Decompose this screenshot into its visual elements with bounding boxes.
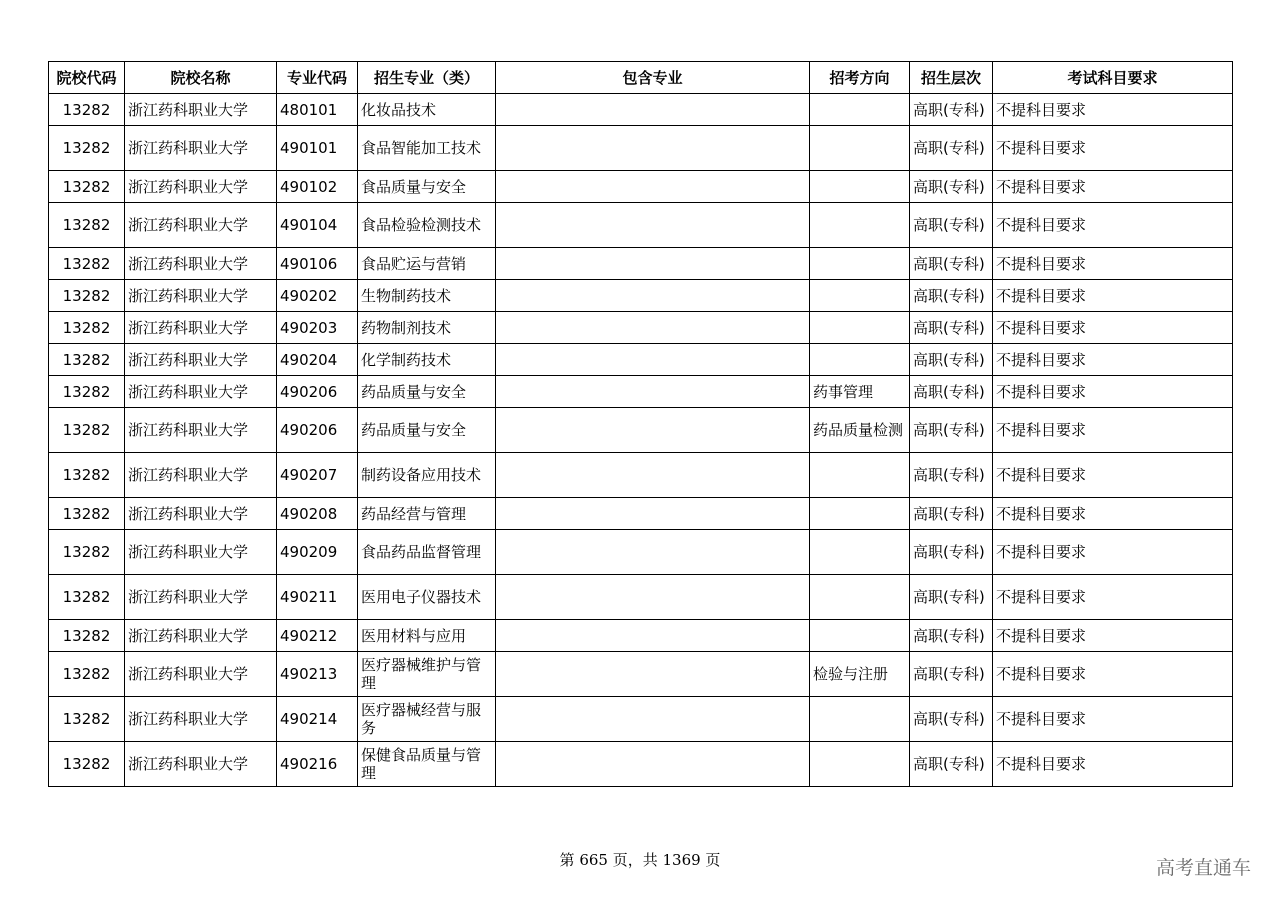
header-subject-requirement: 考试科目要求 bbox=[993, 62, 1233, 94]
cell-included-majors bbox=[496, 312, 810, 344]
cell-level: 高职(专科) bbox=[910, 94, 993, 126]
cell-major-code: 490202 bbox=[277, 280, 358, 312]
cell-level: 高职(专科) bbox=[910, 453, 993, 498]
cell-major: 食品质量与安全 bbox=[358, 171, 496, 203]
cell-subject-requirement: 不提科目要求 bbox=[993, 344, 1233, 376]
cell-major: 医用材料与应用 bbox=[358, 620, 496, 652]
cell-major: 药物制剂技术 bbox=[358, 312, 496, 344]
cell-school-code: 13282 bbox=[49, 453, 125, 498]
cell-included-majors bbox=[496, 697, 810, 742]
cell-direction bbox=[810, 94, 910, 126]
cell-level: 高职(专科) bbox=[910, 126, 993, 171]
cell-school-name: 浙江药科职业大学 bbox=[125, 697, 277, 742]
table-row bbox=[49, 697, 1233, 742]
cell-level: 高职(专科) bbox=[910, 652, 993, 697]
cell-level: 高职(专科) bbox=[910, 530, 993, 575]
cell-level: 高职(专科) bbox=[910, 280, 993, 312]
cell-major-code: 490106 bbox=[277, 248, 358, 280]
cell-school-name: 浙江药科职业大学 bbox=[125, 408, 277, 453]
cell-major: 食品检验检测技术 bbox=[358, 203, 496, 248]
cell-level: 高职(专科) bbox=[910, 498, 993, 530]
cell-school-name: 浙江药科职业大学 bbox=[125, 94, 277, 126]
cell-school-name: 浙江药科职业大学 bbox=[125, 312, 277, 344]
cell-major: 化妆品技术 bbox=[358, 94, 496, 126]
watermark-logo-text: 高考直通车 bbox=[1155, 857, 1251, 879]
cell-subject-requirement: 不提科目要求 bbox=[993, 94, 1233, 126]
cell-school-code: 13282 bbox=[49, 94, 125, 126]
cell-major: 食品贮运与营销 bbox=[358, 248, 496, 280]
cell-subject-requirement: 不提科目要求 bbox=[993, 376, 1233, 408]
cell-direction bbox=[810, 248, 910, 280]
cell-direction bbox=[810, 530, 910, 575]
cell-school-name: 浙江药科职业大学 bbox=[125, 344, 277, 376]
cell-major-code: 490203 bbox=[277, 312, 358, 344]
cell-included-majors bbox=[496, 171, 810, 203]
cell-level: 高职(专科) bbox=[910, 697, 993, 742]
cell-school-code: 13282 bbox=[49, 742, 125, 787]
cell-school-name: 浙江药科职业大学 bbox=[125, 248, 277, 280]
cell-level: 高职(专科) bbox=[910, 408, 993, 453]
cell-included-majors bbox=[496, 742, 810, 787]
admissions-table bbox=[48, 61, 1233, 787]
cell-major: 药品经营与管理 bbox=[358, 498, 496, 530]
cell-major-code: 480101 bbox=[277, 94, 358, 126]
cell-included-majors bbox=[496, 620, 810, 652]
cell-direction bbox=[810, 171, 910, 203]
cell-major-code: 490214 bbox=[277, 697, 358, 742]
cell-major-code: 490209 bbox=[277, 530, 358, 575]
header-school-name: 院校名称 bbox=[125, 62, 277, 94]
cell-level: 高职(专科) bbox=[910, 312, 993, 344]
cell-subject-requirement: 不提科目要求 bbox=[993, 203, 1233, 248]
cell-level: 高职(专科) bbox=[910, 171, 993, 203]
table-row bbox=[49, 652, 1233, 697]
cell-level: 高职(专科) bbox=[910, 344, 993, 376]
cell-major-code: 490206 bbox=[277, 376, 358, 408]
table-row bbox=[49, 408, 1233, 453]
cell-school-name: 浙江药科职业大学 bbox=[125, 575, 277, 620]
cell-level: 高职(专科) bbox=[910, 742, 993, 787]
header-direction: 招考方向 bbox=[810, 62, 910, 94]
cell-subject-requirement: 不提科目要求 bbox=[993, 652, 1233, 697]
cell-included-majors bbox=[496, 344, 810, 376]
table-row bbox=[49, 94, 1233, 126]
cell-school-code: 13282 bbox=[49, 203, 125, 248]
cell-subject-requirement: 不提科目要求 bbox=[993, 697, 1233, 742]
table-row bbox=[49, 453, 1233, 498]
cell-major: 医用电子仪器技术 bbox=[358, 575, 496, 620]
cell-level: 高职(专科) bbox=[910, 376, 993, 408]
cell-major-code: 490211 bbox=[277, 575, 358, 620]
cell-level: 高职(专科) bbox=[910, 620, 993, 652]
cell-school-code: 13282 bbox=[49, 652, 125, 697]
table-row bbox=[49, 248, 1233, 280]
table-row bbox=[49, 376, 1233, 408]
cell-subject-requirement: 不提科目要求 bbox=[993, 575, 1233, 620]
cell-major: 保健食品质量与管理 bbox=[358, 742, 496, 787]
cell-school-code: 13282 bbox=[49, 620, 125, 652]
cell-direction bbox=[810, 575, 910, 620]
cell-direction bbox=[810, 453, 910, 498]
header-major: 招生专业（类） bbox=[358, 62, 496, 94]
header-included-majors: 包含专业 bbox=[496, 62, 810, 94]
cell-major-code: 490104 bbox=[277, 203, 358, 248]
cell-direction bbox=[810, 203, 910, 248]
header-row bbox=[49, 62, 1233, 94]
cell-level: 高职(专科) bbox=[910, 203, 993, 248]
cell-included-majors bbox=[496, 530, 810, 575]
cell-school-name: 浙江药科职业大学 bbox=[125, 530, 277, 575]
cell-major-code: 490206 bbox=[277, 408, 358, 453]
cell-subject-requirement: 不提科目要求 bbox=[993, 530, 1233, 575]
cell-included-majors bbox=[496, 126, 810, 171]
table-row bbox=[49, 742, 1233, 787]
cell-major: 制药设备应用技术 bbox=[358, 453, 496, 498]
cell-direction: 检验与注册 bbox=[810, 652, 910, 697]
cell-subject-requirement: 不提科目要求 bbox=[993, 280, 1233, 312]
cell-direction: 药品质量检测 bbox=[810, 408, 910, 453]
cell-major: 医疗器械经营与服务 bbox=[358, 697, 496, 742]
table-row bbox=[49, 171, 1233, 203]
cell-major-code: 490102 bbox=[277, 171, 358, 203]
cell-direction bbox=[810, 344, 910, 376]
cell-major: 化学制药技术 bbox=[358, 344, 496, 376]
cell-school-code: 13282 bbox=[49, 408, 125, 453]
cell-subject-requirement: 不提科目要求 bbox=[993, 171, 1233, 203]
cell-school-name: 浙江药科职业大学 bbox=[125, 203, 277, 248]
cell-subject-requirement: 不提科目要求 bbox=[993, 498, 1233, 530]
cell-included-majors bbox=[496, 453, 810, 498]
cell-school-code: 13282 bbox=[49, 575, 125, 620]
cell-included-majors bbox=[496, 652, 810, 697]
cell-included-majors bbox=[496, 203, 810, 248]
cell-level: 高职(专科) bbox=[910, 248, 993, 280]
cell-major-code: 490204 bbox=[277, 344, 358, 376]
cell-included-majors bbox=[496, 94, 810, 126]
table-row bbox=[49, 280, 1233, 312]
cell-school-name: 浙江药科职业大学 bbox=[125, 453, 277, 498]
cell-school-name: 浙江药科职业大学 bbox=[125, 652, 277, 697]
cell-school-code: 13282 bbox=[49, 344, 125, 376]
cell-school-code: 13282 bbox=[49, 280, 125, 312]
table-row bbox=[49, 203, 1233, 248]
table-row bbox=[49, 126, 1233, 171]
page-number: 第 665 页，共 1369 页 bbox=[559, 851, 721, 869]
cell-level: 高职(专科) bbox=[910, 575, 993, 620]
cell-school-name: 浙江药科职业大学 bbox=[125, 742, 277, 787]
cell-major-code: 490101 bbox=[277, 126, 358, 171]
cell-major: 生物制药技术 bbox=[358, 280, 496, 312]
cell-school-code: 13282 bbox=[49, 312, 125, 344]
cell-included-majors bbox=[496, 248, 810, 280]
cell-school-name: 浙江药科职业大学 bbox=[125, 126, 277, 171]
cell-direction bbox=[810, 620, 910, 652]
cell-subject-requirement: 不提科目要求 bbox=[993, 620, 1233, 652]
table-row bbox=[49, 530, 1233, 575]
cell-major-code: 490208 bbox=[277, 498, 358, 530]
cell-subject-requirement: 不提科目要求 bbox=[993, 312, 1233, 344]
cell-school-code: 13282 bbox=[49, 126, 125, 171]
cell-direction bbox=[810, 498, 910, 530]
table-row bbox=[49, 312, 1233, 344]
cell-major-code: 490212 bbox=[277, 620, 358, 652]
table-row bbox=[49, 344, 1233, 376]
cell-school-name: 浙江药科职业大学 bbox=[125, 171, 277, 203]
cell-included-majors bbox=[496, 575, 810, 620]
cell-included-majors bbox=[496, 408, 810, 453]
cell-subject-requirement: 不提科目要求 bbox=[993, 126, 1233, 171]
cell-major-code: 490207 bbox=[277, 453, 358, 498]
cell-school-name: 浙江药科职业大学 bbox=[125, 280, 277, 312]
cell-school-name: 浙江药科职业大学 bbox=[125, 376, 277, 408]
cell-school-code: 13282 bbox=[49, 530, 125, 575]
header-school-code: 院校代码 bbox=[49, 62, 125, 94]
cell-school-name: 浙江药科职业大学 bbox=[125, 498, 277, 530]
cell-included-majors bbox=[496, 280, 810, 312]
cell-direction bbox=[810, 280, 910, 312]
cell-major-code: 490216 bbox=[277, 742, 358, 787]
cell-major-code: 490213 bbox=[277, 652, 358, 697]
cell-subject-requirement: 不提科目要求 bbox=[993, 248, 1233, 280]
header-level: 招生层次 bbox=[910, 62, 993, 94]
cell-included-majors bbox=[496, 498, 810, 530]
cell-included-majors bbox=[496, 376, 810, 408]
cell-subject-requirement: 不提科目要求 bbox=[993, 453, 1233, 498]
cell-major: 药品质量与安全 bbox=[358, 408, 496, 453]
cell-major: 药品质量与安全 bbox=[358, 376, 496, 408]
cell-direction bbox=[810, 126, 910, 171]
cell-direction bbox=[810, 312, 910, 344]
table-row bbox=[49, 620, 1233, 652]
cell-subject-requirement: 不提科目要求 bbox=[993, 742, 1233, 787]
table-row bbox=[49, 498, 1233, 530]
header-major-code: 专业代码 bbox=[277, 62, 358, 94]
cell-school-code: 13282 bbox=[49, 248, 125, 280]
cell-direction bbox=[810, 742, 910, 787]
cell-school-code: 13282 bbox=[49, 171, 125, 203]
cell-subject-requirement: 不提科目要求 bbox=[993, 408, 1233, 453]
cell-school-code: 13282 bbox=[49, 376, 125, 408]
cell-major: 医疗器械维护与管理 bbox=[358, 652, 496, 697]
table-row bbox=[49, 575, 1233, 620]
cell-major: 食品药品监督管理 bbox=[358, 530, 496, 575]
cell-major: 食品智能加工技术 bbox=[358, 126, 496, 171]
cell-school-code: 13282 bbox=[49, 498, 125, 530]
cell-direction bbox=[810, 697, 910, 742]
cell-school-code: 13282 bbox=[49, 697, 125, 742]
cell-school-name: 浙江药科职业大学 bbox=[125, 620, 277, 652]
cell-direction: 药事管理 bbox=[810, 376, 910, 408]
